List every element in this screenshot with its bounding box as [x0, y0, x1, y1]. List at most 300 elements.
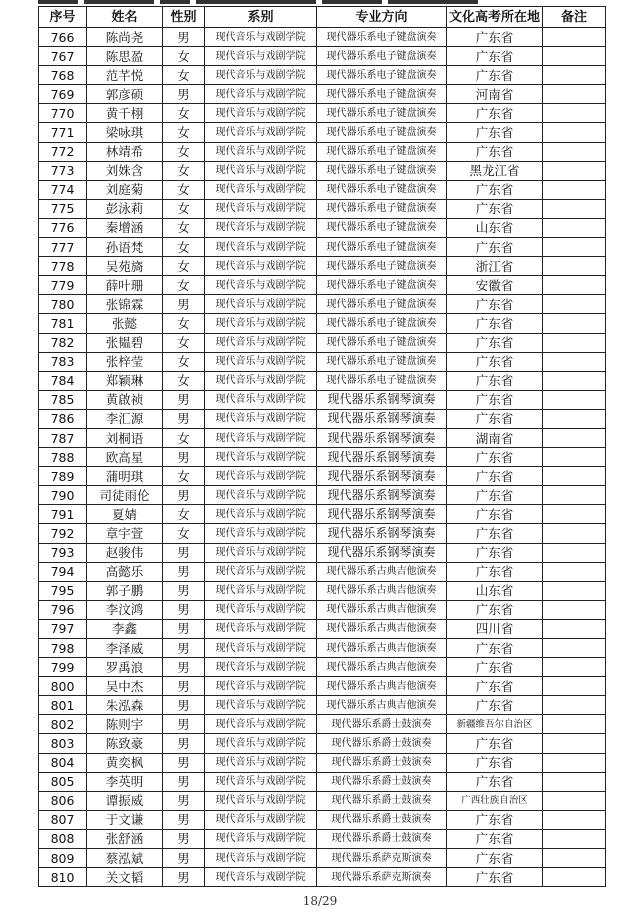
cell-department: 现代音乐与戏剧学院 — [205, 448, 317, 467]
table-row — [39, 524, 606, 543]
cell-major: 现代器乐系钢琴演奏 — [317, 543, 447, 562]
cell-exam-location: 广东省 — [447, 639, 543, 658]
cell-gender: 男 — [163, 85, 205, 104]
cell-exam-location: 广东省 — [447, 486, 543, 505]
cell-gender: 女 — [163, 123, 205, 142]
cell-remarks — [543, 772, 606, 791]
table-row — [39, 810, 606, 829]
cell-gender: 男 — [163, 639, 205, 658]
cell-remarks — [543, 66, 606, 85]
table-row — [39, 333, 606, 352]
cell-exam-location: 广东省 — [447, 333, 543, 352]
cell-department: 现代音乐与戏剧学院 — [205, 257, 317, 276]
cell-major: 现代器乐系钢琴演奏 — [317, 428, 447, 447]
cell-name: 薛叶珊 — [87, 276, 163, 295]
cell-seq: 799 — [39, 658, 87, 677]
cell-gender: 男 — [163, 448, 205, 467]
cell-gender: 男 — [163, 753, 205, 772]
cell-department: 现代音乐与戏剧学院 — [205, 600, 317, 619]
cell-major: 现代器乐系古典吉他演奏 — [317, 581, 447, 600]
cell-name: 于文谦 — [87, 810, 163, 829]
cell-major: 现代器乐系古典吉他演奏 — [317, 619, 447, 638]
cell-name: 黄啟祯 — [87, 390, 163, 409]
table-row — [39, 428, 606, 447]
cell-major: 现代器乐系电子键盘演奏 — [317, 66, 447, 85]
cell-seq: 770 — [39, 104, 87, 123]
cell-department: 现代音乐与戏剧学院 — [205, 66, 317, 85]
cell-gender: 男 — [163, 295, 205, 314]
cell-department: 现代音乐与戏剧学院 — [205, 715, 317, 734]
cell-gender: 男 — [163, 562, 205, 581]
cell-name: 司徒雨伦 — [87, 486, 163, 505]
cell-name: 张懿 — [87, 314, 163, 333]
cell-exam-location: 广东省 — [447, 180, 543, 199]
cell-remarks — [543, 123, 606, 142]
cell-remarks — [543, 715, 606, 734]
cell-gender: 男 — [163, 486, 205, 505]
cell-name: 欧高星 — [87, 448, 163, 467]
header-department: 系别 — [205, 7, 317, 28]
cell-remarks — [543, 696, 606, 715]
cell-name: 蔡泓斌 — [87, 849, 163, 868]
cell-name: 罗禹浪 — [87, 658, 163, 677]
header-major: 专业方向 — [317, 7, 447, 28]
cell-exam-location: 广东省 — [447, 543, 543, 562]
cell-gender: 女 — [163, 257, 205, 276]
table-row — [39, 371, 606, 390]
cell-major: 现代器乐系电子键盘演奏 — [317, 333, 447, 352]
cell-seq: 777 — [39, 238, 87, 257]
cell-name: 章宇萱 — [87, 524, 163, 543]
cell-department: 现代音乐与戏剧学院 — [205, 772, 317, 791]
cell-major: 现代器乐系爵士鼓演奏 — [317, 791, 447, 810]
table-row — [39, 619, 606, 638]
cell-exam-location: 河南省 — [447, 85, 543, 104]
cell-gender: 女 — [163, 218, 205, 237]
cell-gender: 男 — [163, 581, 205, 600]
cell-major: 现代器乐系电子键盘演奏 — [317, 238, 447, 257]
cell-major: 现代器乐系钢琴演奏 — [317, 390, 447, 409]
cell-remarks — [543, 868, 606, 887]
cell-major: 现代器乐系爵士鼓演奏 — [317, 772, 447, 791]
cell-exam-location: 广东省 — [447, 753, 543, 772]
cell-name: 黄奕枫 — [87, 753, 163, 772]
cell-seq: 809 — [39, 849, 87, 868]
table-row — [39, 123, 606, 142]
cell-remarks — [543, 734, 606, 753]
cell-seq: 794 — [39, 562, 87, 581]
page-number: 18/29 — [302, 894, 338, 908]
cell-exam-location: 广东省 — [447, 371, 543, 390]
header-name: 姓名 — [87, 7, 163, 28]
cell-major: 现代器乐系电子键盘演奏 — [317, 199, 447, 218]
cell-name: 陈思盈 — [87, 47, 163, 66]
cell-major: 现代器乐系古典吉他演奏 — [317, 658, 447, 677]
cell-name: 李鑫 — [87, 619, 163, 638]
cell-exam-location: 广东省 — [447, 142, 543, 161]
cell-exam-location: 广东省 — [447, 467, 543, 486]
cell-seq: 804 — [39, 753, 87, 772]
cell-department: 现代音乐与戏剧学院 — [205, 104, 317, 123]
cell-seq: 774 — [39, 180, 87, 199]
cell-seq: 775 — [39, 199, 87, 218]
cell-seq: 795 — [39, 581, 87, 600]
cell-department: 现代音乐与戏剧学院 — [205, 505, 317, 524]
cell-major: 现代器乐系爵士鼓演奏 — [317, 829, 447, 848]
cell-exam-location: 广东省 — [447, 772, 543, 791]
cell-exam-location: 山东省 — [447, 218, 543, 237]
cell-gender: 男 — [163, 772, 205, 791]
cell-gender: 男 — [163, 409, 205, 428]
cell-seq: 786 — [39, 409, 87, 428]
cell-major: 现代器乐系电子键盘演奏 — [317, 276, 447, 295]
cell-name: 关文韬 — [87, 868, 163, 887]
cell-department: 现代音乐与戏剧学院 — [205, 238, 317, 257]
cell-name: 秦增涵 — [87, 218, 163, 237]
cell-major: 现代器乐系古典吉他演奏 — [317, 696, 447, 715]
table-row — [39, 600, 606, 619]
cell-major: 现代器乐系萨克斯演奏 — [317, 868, 447, 887]
cell-exam-location: 广东省 — [447, 562, 543, 581]
cell-name: 刘姝含 — [87, 161, 163, 180]
cell-department: 现代音乐与戏剧学院 — [205, 543, 317, 562]
cell-name: 刘庭菊 — [87, 180, 163, 199]
cell-major: 现代器乐系电子键盘演奏 — [317, 142, 447, 161]
cell-seq: 773 — [39, 161, 87, 180]
cell-department: 现代音乐与戏剧学院 — [205, 161, 317, 180]
cell-exam-location: 广西壮族自治区 — [447, 791, 543, 810]
cell-major: 现代器乐系钢琴演奏 — [317, 467, 447, 486]
cell-remarks — [543, 581, 606, 600]
cell-gender: 男 — [163, 829, 205, 848]
cell-seq: 797 — [39, 619, 87, 638]
table-row — [39, 639, 606, 658]
cell-major: 现代器乐系电子键盘演奏 — [317, 161, 447, 180]
cell-seq: 796 — [39, 600, 87, 619]
cell-department: 现代音乐与戏剧学院 — [205, 658, 317, 677]
cell-seq: 766 — [39, 28, 87, 47]
cell-major: 现代器乐系钢琴演奏 — [317, 409, 447, 428]
table-row — [39, 677, 606, 696]
cell-major: 现代器乐系电子键盘演奏 — [317, 295, 447, 314]
cell-seq: 808 — [39, 829, 87, 848]
cell-name: 谭振威 — [87, 791, 163, 810]
cell-remarks — [543, 849, 606, 868]
cell-major: 现代器乐系古典吉他演奏 — [317, 677, 447, 696]
cell-seq: 807 — [39, 810, 87, 829]
table-row — [39, 486, 606, 505]
table-row — [39, 734, 606, 753]
cell-remarks — [543, 85, 606, 104]
cell-gender: 男 — [163, 543, 205, 562]
cell-remarks — [543, 448, 606, 467]
cell-department: 现代音乐与戏剧学院 — [205, 428, 317, 447]
cell-gender: 女 — [163, 371, 205, 390]
table-row — [39, 753, 606, 772]
cell-remarks — [543, 199, 606, 218]
cell-gender: 男 — [163, 715, 205, 734]
cell-major: 现代器乐系爵士鼓演奏 — [317, 810, 447, 829]
cell-major: 现代器乐系电子键盘演奏 — [317, 47, 447, 66]
cell-name: 陈尚尧 — [87, 28, 163, 47]
cell-gender: 女 — [163, 276, 205, 295]
table-row — [39, 868, 606, 887]
cell-remarks — [543, 333, 606, 352]
cell-name: 郭子鹏 — [87, 581, 163, 600]
cell-remarks — [543, 218, 606, 237]
cell-name: 梁咏琪 — [87, 123, 163, 142]
cell-seq: 801 — [39, 696, 87, 715]
cell-remarks — [543, 371, 606, 390]
cell-gender: 男 — [163, 600, 205, 619]
header-seq: 序号 — [39, 7, 87, 28]
cell-seq: 810 — [39, 868, 87, 887]
cell-gender: 女 — [163, 333, 205, 352]
cell-name: 李英明 — [87, 772, 163, 791]
cell-exam-location: 广东省 — [447, 390, 543, 409]
cell-remarks — [543, 753, 606, 772]
cell-seq: 791 — [39, 505, 87, 524]
cell-department: 现代音乐与戏剧学院 — [205, 314, 317, 333]
cell-exam-location: 广东省 — [447, 829, 543, 848]
table-row — [39, 791, 606, 810]
cell-department: 现代音乐与戏剧学院 — [205, 390, 317, 409]
cell-exam-location: 湖南省 — [447, 428, 543, 447]
cell-remarks — [543, 428, 606, 447]
cell-exam-location: 黑龙江省 — [447, 161, 543, 180]
table-row — [39, 467, 606, 486]
cell-gender: 女 — [163, 104, 205, 123]
table-row — [39, 505, 606, 524]
cell-seq: 783 — [39, 352, 87, 371]
table-row — [39, 66, 606, 85]
cell-name: 赵骏伟 — [87, 543, 163, 562]
table-row — [39, 409, 606, 428]
table-row — [39, 218, 606, 237]
cell-major: 现代器乐系钢琴演奏 — [317, 524, 447, 543]
cell-exam-location: 广东省 — [447, 658, 543, 677]
cell-exam-location: 新疆维吾尔自治区 — [447, 715, 543, 734]
cell-remarks — [543, 486, 606, 505]
table-header-row — [39, 7, 606, 28]
table-row — [39, 85, 606, 104]
cell-department: 现代音乐与戏剧学院 — [205, 810, 317, 829]
cell-exam-location: 广东省 — [447, 677, 543, 696]
cell-major: 现代器乐系古典吉他演奏 — [317, 562, 447, 581]
cell-seq: 802 — [39, 715, 87, 734]
cell-exam-location: 广东省 — [447, 314, 543, 333]
cell-remarks — [543, 314, 606, 333]
cell-name: 张舒涵 — [87, 829, 163, 848]
cell-gender: 男 — [163, 868, 205, 887]
cell-remarks — [543, 658, 606, 677]
cell-exam-location: 安徽省 — [447, 276, 543, 295]
cell-seq: 792 — [39, 524, 87, 543]
cell-remarks — [543, 810, 606, 829]
cell-exam-location: 广东省 — [447, 448, 543, 467]
cell-gender: 男 — [163, 390, 205, 409]
cell-remarks — [543, 791, 606, 810]
cell-exam-location: 广东省 — [447, 295, 543, 314]
cell-remarks — [543, 104, 606, 123]
cell-exam-location: 山东省 — [447, 581, 543, 600]
cell-department: 现代音乐与戏剧学院 — [205, 199, 317, 218]
table-body — [39, 28, 606, 887]
cell-department: 现代音乐与戏剧学院 — [205, 371, 317, 390]
cell-department: 现代音乐与戏剧学院 — [205, 142, 317, 161]
cell-remarks — [543, 161, 606, 180]
table-row — [39, 295, 606, 314]
cell-gender: 女 — [163, 66, 205, 85]
cell-major: 现代器乐系萨克斯演奏 — [317, 849, 447, 868]
cell-name: 李泽威 — [87, 639, 163, 658]
table-row — [39, 696, 606, 715]
cell-gender: 女 — [163, 180, 205, 199]
roster-sheet — [38, 6, 605, 887]
cell-gender: 女 — [163, 238, 205, 257]
cell-major: 现代器乐系电子键盘演奏 — [317, 352, 447, 371]
cell-remarks — [543, 276, 606, 295]
cell-exam-location: 四川省 — [447, 619, 543, 638]
cell-name: 蒲明琪 — [87, 467, 163, 486]
cell-seq: 798 — [39, 639, 87, 658]
cell-seq: 767 — [39, 47, 87, 66]
cell-remarks — [543, 505, 606, 524]
cell-major: 现代器乐系电子键盘演奏 — [317, 371, 447, 390]
cell-department: 现代音乐与戏剧学院 — [205, 333, 317, 352]
cell-gender: 男 — [163, 619, 205, 638]
cell-remarks — [543, 600, 606, 619]
cell-remarks — [543, 543, 606, 562]
cell-gender: 女 — [163, 161, 205, 180]
cell-seq: 778 — [39, 257, 87, 276]
cell-department: 现代音乐与戏剧学院 — [205, 791, 317, 810]
cell-remarks — [543, 562, 606, 581]
table-row — [39, 47, 606, 66]
cell-gender: 女 — [163, 47, 205, 66]
cell-department: 现代音乐与戏剧学院 — [205, 123, 317, 142]
cell-exam-location: 广东省 — [447, 352, 543, 371]
cell-major: 现代器乐系电子键盘演奏 — [317, 257, 447, 276]
cell-gender: 男 — [163, 696, 205, 715]
cell-name: 夏婧 — [87, 505, 163, 524]
cell-exam-location: 广东省 — [447, 409, 543, 428]
cell-seq: 781 — [39, 314, 87, 333]
cell-name: 朱泓森 — [87, 696, 163, 715]
cell-major: 现代器乐系古典吉他演奏 — [317, 639, 447, 658]
cell-department: 现代音乐与戏剧学院 — [205, 85, 317, 104]
cell-gender: 男 — [163, 677, 205, 696]
cell-department: 现代音乐与戏剧学院 — [205, 180, 317, 199]
cell-department: 现代音乐与戏剧学院 — [205, 639, 317, 658]
cell-major: 现代器乐系电子键盘演奏 — [317, 104, 447, 123]
cell-department: 现代音乐与戏剧学院 — [205, 849, 317, 868]
header-gender: 性别 — [163, 7, 205, 28]
table-row — [39, 772, 606, 791]
table-row — [39, 352, 606, 371]
table-row — [39, 161, 606, 180]
cell-exam-location: 广东省 — [447, 696, 543, 715]
cell-gender: 女 — [163, 524, 205, 543]
cell-name: 张梓莹 — [87, 352, 163, 371]
cell-name: 陈则宇 — [87, 715, 163, 734]
cell-exam-location: 广东省 — [447, 868, 543, 887]
cell-seq: 782 — [39, 333, 87, 352]
cell-seq: 785 — [39, 390, 87, 409]
cell-department: 现代音乐与戏剧学院 — [205, 352, 317, 371]
cell-gender: 男 — [163, 28, 205, 47]
cell-name: 吴苑旖 — [87, 257, 163, 276]
cell-department: 现代音乐与戏剧学院 — [205, 829, 317, 848]
header-remarks: 备注 — [543, 7, 606, 28]
cell-seq: 768 — [39, 66, 87, 85]
cell-seq: 771 — [39, 123, 87, 142]
table-row — [39, 257, 606, 276]
cell-department: 现代音乐与戏剧学院 — [205, 218, 317, 237]
cell-gender: 女 — [163, 142, 205, 161]
cell-gender: 男 — [163, 734, 205, 753]
cell-major: 现代器乐系爵士鼓演奏 — [317, 715, 447, 734]
cell-exam-location: 浙江省 — [447, 257, 543, 276]
cell-major: 现代器乐系爵士鼓演奏 — [317, 753, 447, 772]
cell-remarks — [543, 829, 606, 848]
cell-remarks — [543, 295, 606, 314]
cell-seq: 784 — [39, 371, 87, 390]
cell-department: 现代音乐与戏剧学院 — [205, 562, 317, 581]
cell-exam-location: 广东省 — [447, 66, 543, 85]
cell-department: 现代音乐与戏剧学院 — [205, 467, 317, 486]
cell-name: 郭彦硕 — [87, 85, 163, 104]
cell-remarks — [543, 47, 606, 66]
cell-remarks — [543, 467, 606, 486]
cell-remarks — [543, 619, 606, 638]
cell-department: 现代音乐与戏剧学院 — [205, 581, 317, 600]
cell-gender: 男 — [163, 849, 205, 868]
table-row — [39, 562, 606, 581]
cell-exam-location: 广东省 — [447, 104, 543, 123]
cell-remarks — [543, 409, 606, 428]
cell-seq: 787 — [39, 428, 87, 447]
cell-major: 现代器乐系电子键盘演奏 — [317, 218, 447, 237]
cell-name: 孙语梵 — [87, 238, 163, 257]
cell-seq: 806 — [39, 791, 87, 810]
cell-exam-location: 广东省 — [447, 28, 543, 47]
cell-major: 现代器乐系钢琴演奏 — [317, 505, 447, 524]
cell-exam-location: 广东省 — [447, 238, 543, 257]
cell-name: 林靖希 — [87, 142, 163, 161]
cell-major: 现代器乐系钢琴演奏 — [317, 486, 447, 505]
cell-major: 现代器乐系电子键盘演奏 — [317, 180, 447, 199]
cell-major: 现代器乐系电子键盘演奏 — [317, 314, 447, 333]
cell-exam-location: 广东省 — [447, 524, 543, 543]
cell-major: 现代器乐系古典吉他演奏 — [317, 600, 447, 619]
cell-gender: 女 — [163, 467, 205, 486]
cell-department: 现代音乐与戏剧学院 — [205, 47, 317, 66]
cell-department: 现代音乐与戏剧学院 — [205, 276, 317, 295]
cell-seq: 769 — [39, 85, 87, 104]
cell-gender: 女 — [163, 505, 205, 524]
table-row — [39, 581, 606, 600]
cell-seq: 772 — [39, 142, 87, 161]
cell-name: 范芊悦 — [87, 66, 163, 85]
cell-department: 现代音乐与戏剧学院 — [205, 28, 317, 47]
cell-major: 现代器乐系电子键盘演奏 — [317, 28, 447, 47]
cell-seq: 805 — [39, 772, 87, 791]
cell-exam-location: 广东省 — [447, 505, 543, 524]
table-row — [39, 829, 606, 848]
cell-major: 现代器乐系电子键盘演奏 — [317, 85, 447, 104]
cell-remarks — [543, 238, 606, 257]
